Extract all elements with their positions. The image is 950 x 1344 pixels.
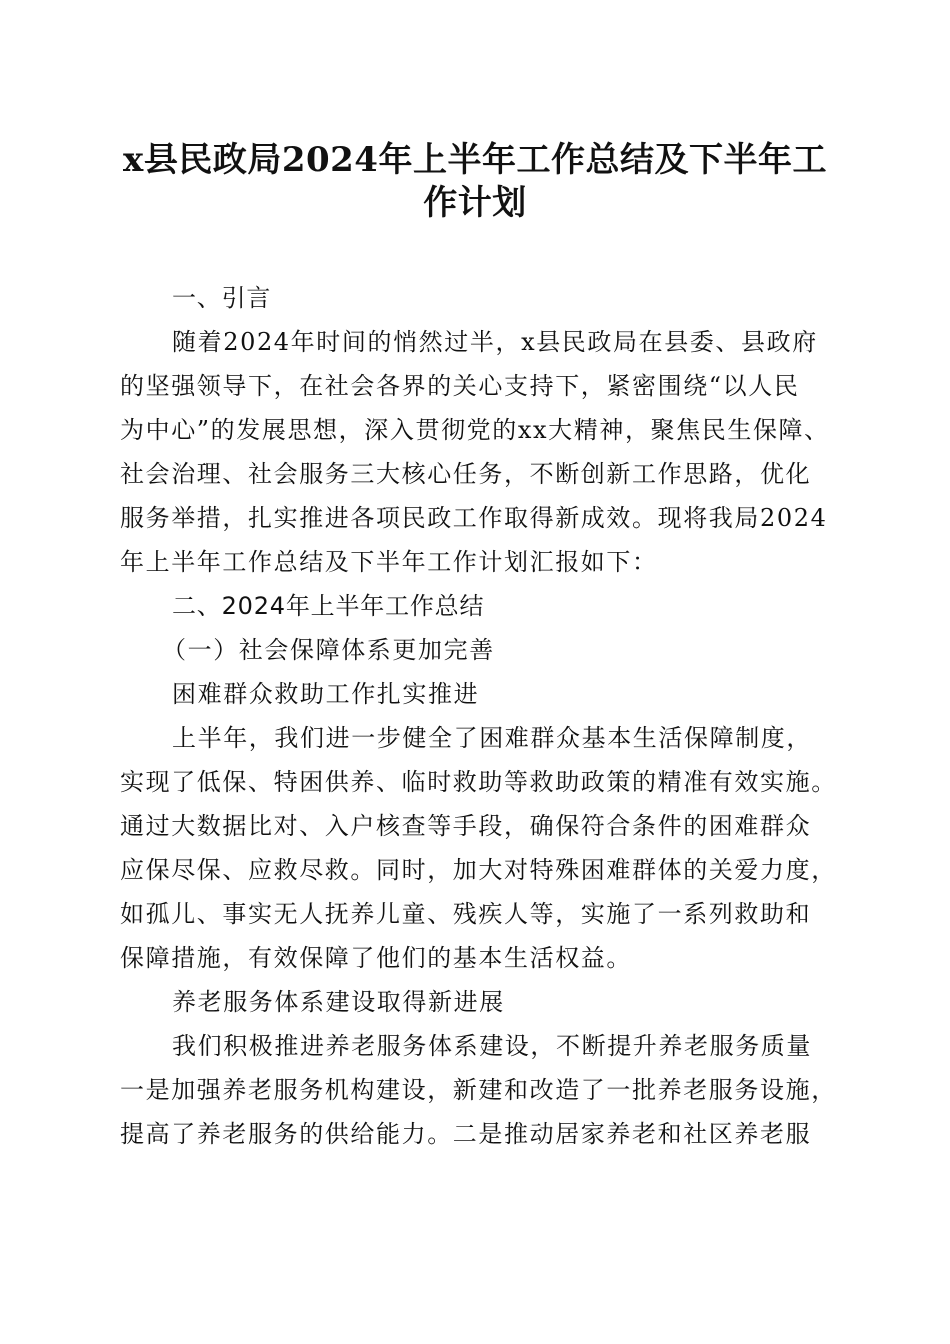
paragraph-line: 实现了低保、特困供养、临时救助等救助政策的精准有效实施。 <box>120 768 837 796</box>
paragraph-line: 保障措施，有效保障了他们的基本生活权益。 <box>120 944 632 972</box>
paragraph-line: 社会治理、社会服务三大核心任务，不断创新工作思路，优化 <box>120 460 812 488</box>
subsection-heading: （一）社会保障体系更加完善 <box>162 636 495 664</box>
paragraph-line: 应保尽保、应救尽救。同时，加大对特殊困难群体的关爱力度， <box>120 856 837 884</box>
document-title-line-1: x县民政局2024年上半年工作总结及下半年工 <box>123 140 827 180</box>
paragraph-line: 为中心”的发展思想，深入贯彻党的xx大精神，聚焦民生保障、 <box>120 416 830 444</box>
paragraph-line: 随着2024年时间的悄然过半，x县民政局在县委、县政府 <box>172 328 818 356</box>
section-heading-summary: 二、2024年上半年工作总结 <box>172 592 485 620</box>
paragraph-line: 一是加强养老服务机构建设，新建和改造了一批养老服务设施， <box>120 1076 837 1104</box>
paragraph-line: 如孤儿、事实无人抚养儿童、残疾人等，实施了一系列救助和 <box>120 900 812 928</box>
paragraph-line: 提高了养老服务的供给能力。二是推动居家养老和社区养老服 <box>120 1120 812 1148</box>
document-title-line-2: 作计划 <box>423 183 527 223</box>
section-heading-introduction: 一、引言 <box>172 284 272 312</box>
paragraph-line: 的坚强领导下，在社会各界的关心支持下，紧密围绕“以人民 <box>120 372 800 400</box>
paragraph-line: 通过大数据比对、入户核查等手段，确保符合条件的困难群众 <box>120 812 812 840</box>
topic-heading: 困难群众救助工作扎实推进 <box>172 680 480 708</box>
paragraph-line: 年上半年工作总结及下半年工作计划汇报如下： <box>120 548 658 576</box>
topic-heading: 养老服务体系建设取得新进展 <box>172 988 505 1016</box>
paragraph-line: 我们积极推进养老服务体系建设，不断提升养老服务质量 <box>172 1032 812 1060</box>
paragraph-line: 上半年，我们进一步健全了困难群众基本生活保障制度， <box>172 724 812 752</box>
paragraph-line: 服务举措，扎实推进各项民政工作取得新成效。现将我局2024 <box>120 504 828 532</box>
